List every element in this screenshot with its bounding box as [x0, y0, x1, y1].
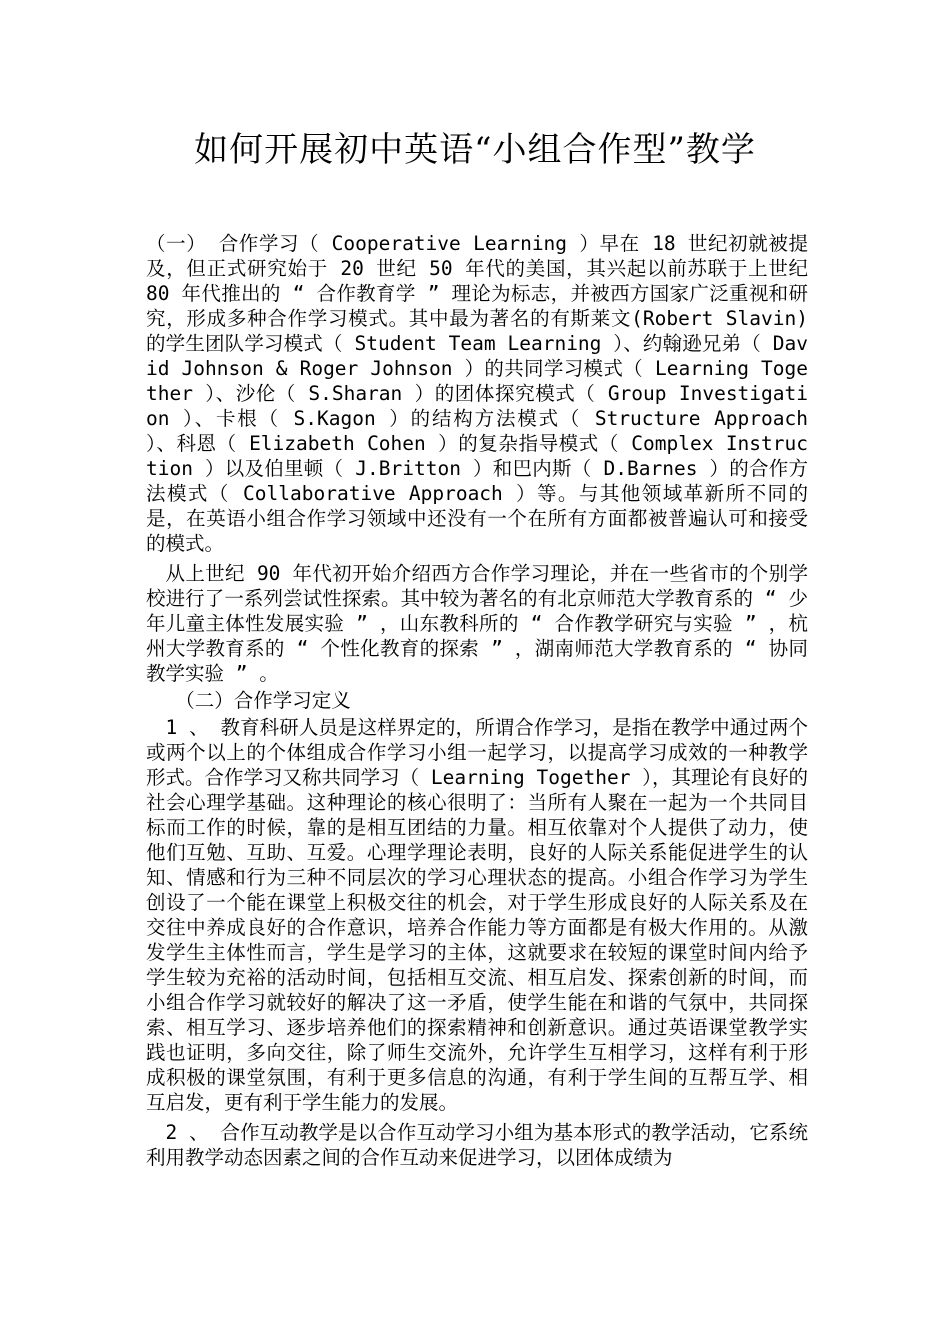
paragraph-cooperative-learning-history: （一） 合作学习（ Cooperative Learning ）早在 18 世纪初就被提及，但正式研究始于 20 世纪 50 年代的美国，其兴起以前苏联于上世纪 80 年代推出的 “ 合作教育学 ” 理论为标志，并被西方国家广泛重视和研究，形成多种合作学习模式。其中最为著名的有斯莱文(Robert Slavin) 的学生团队学习模式（ Student Team Learning ）、约翰逊兄弟（ David Johnson & Roger Johnson ）的共同学习模式（ Learning Together ）、沙伦（ S.Sharan ）的团体探究模式（ Group Investigation ）、卡根（ S.Kagon ）的结构方法模式（ Structure Approach ）、科恩（ Elizabeth Cohen ）的复杂指导模式（ Complex Instruction ）以及伯里顿（ J.Britton ）和巴内斯（ D.Barnes ）的合作方法模式（ Collaborative Approach ）等。与其他领域革新所不同的是，在英语小组合作学习领域中还没有一个在所有方面都被普遍认可和接受的模式。 — [146, 232, 808, 555]
paragraph-definition-2: 2 、 合作互动教学是以合作互动学习小组为基本形式的教学活动，它系统利用教学动态因素之间的合作互动来促进学习，以团体成绩为 — [146, 1121, 808, 1169]
paragraph-definition-1: 1 、 教育科研人员是这样界定的，所谓合作学习，是指在教学中通过两个或两个以上的个体组成合作学习小组一起学习，以提高学习成效的一种教学形式。合作学习又称共同学习（ Learning Together ），其理论有良好的社会心理学基础。这种理论的核心很明了：当所有人聚在一起为一个共同目标而工作的时候，靠的是相互团结的力量。相互依靠对个人提供了动力，使他们互勉、互助、互爱。心理学理论表明，良好的人际关系能促进学生的认知、情感和行为三种不同层次的学习心理状态的提高。小组合作学习为学生创设了一个能在课堂上积极交往的机会，对于学生形成良好的人际关系及在交往中养成良好的合作意识，培养合作能力等方面都是有极大作用的。从激发学生主体性而言，学生是学习的主体，这就要求在较短的课堂时间内给予学生较为充裕的活动时间，包括相互交流、相互启发、探索创新的时间，而小组合作学习就较好的解决了这一矛盾，使学生能在和谐的气氛中，共同探索、相互学习、逐步培养他们的探索精神和创新意识。通过英语课堂教学实践也证明，多向交往，除了师生交流外，允许学生互相学习，这样有利于形成积极的课堂氛围，有利于更多信息的沟通，有利于学生间的互帮互学、相互启发，更有利于学生能力的发展。 — [146, 716, 808, 1114]
document-body — [146, 231, 808, 1170]
document-title: 如何开展初中英语“小组合作型”教学 — [194, 130, 756, 170]
paragraph-domestic-research: 从上世纪 90 年代初开始介绍西方合作学习理论，并在一些省市的个别学校进行了一系列尝试性探索。其中较为著名的有北京师范大学教育系的 “ 少年儿童主体性发展实验 ” ，山东教科所的 “ 合作教学研究与实验 ” ，杭州大学教育系的 “ 个性化教育的探索 ” ，湖南师范大学教育系的 “ 协同教学实验 ” 。 — [146, 562, 808, 685]
section-heading-definition: （二）合作学习定义 — [175, 689, 351, 712]
